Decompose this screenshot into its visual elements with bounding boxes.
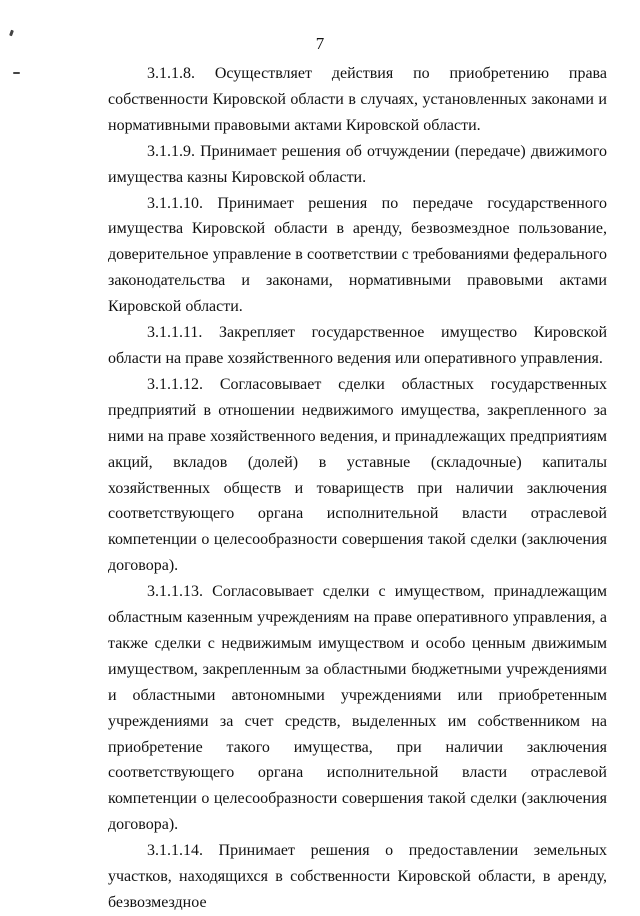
page-number: 7 [315,34,325,53]
paragraph-3-1-1-8: 3.1.1.8. Осуществляет действия по приобретению права собственности Кировской области в случаях, установленных законами и нормативными правовыми актами Кировской области. [108,65,607,134]
paragraph-3-1-1-13: 3.1.1.13. Согласовывает сделки с имуществом, принадлежащим областным казенным учреждениям на праве оперативного управления, а также сделки с недвижимым имуществом и особо ценным движимым имуществом, закрепленным за областными бюджетными учреждениями и областными автономными учреждениями или приобретенным учреждениями за счет средств, выделенных им собственником на приобретение такого имущества, при наличии заключения соответствующего органа исполнительной власти отраслевой компетенции о целесообразности совершения такой сделки (заключения договора). [108,583,607,834]
paragraph-3-1-1-12: 3.1.1.12. Согласовывает сделки областных государственных предприятий в отношении недвижимого имущества, закрепленного за ними на праве хозяйственного ведения, и принадлежащих предприятиям акций, вкладов (долей) в уставные (складочные) капиталы хозяйственных обществ и товариществ при наличии заключения соответствующего органа исполнительной власти отраслевой компетенции о целесообразности совершения такой сделки (заключения договора). [108,375,607,575]
paragraph-3-1-1-9: 3.1.1.9. Принимает решения об отчуждении (передаче) движимого имущества казны Кировской области. [108,142,607,186]
paragraph-3-1-1-10: 3.1.1.10. Принимает решения по передаче государственного имущества Кировской области в аренду, безвозмездное пользование, доверительное управление в соответствии с требованиями федерального законодательства и законами, нормативными правовыми актами Кировской области. [108,194,607,316]
document-body [108,61,607,916]
paragraph-3-1-1-14: 3.1.1.14. Принимает решения о предоставлении земельных участков, находящихся в собственности Кировской области, в аренду, безвозмездное [108,842,607,911]
scan-artifact [13,72,20,74]
paragraph-3-1-1-11: 3.1.1.11. Закрепляет государственное имущество Кировской области на праве хозяйственного ведения или оперативного управления. [108,324,607,367]
